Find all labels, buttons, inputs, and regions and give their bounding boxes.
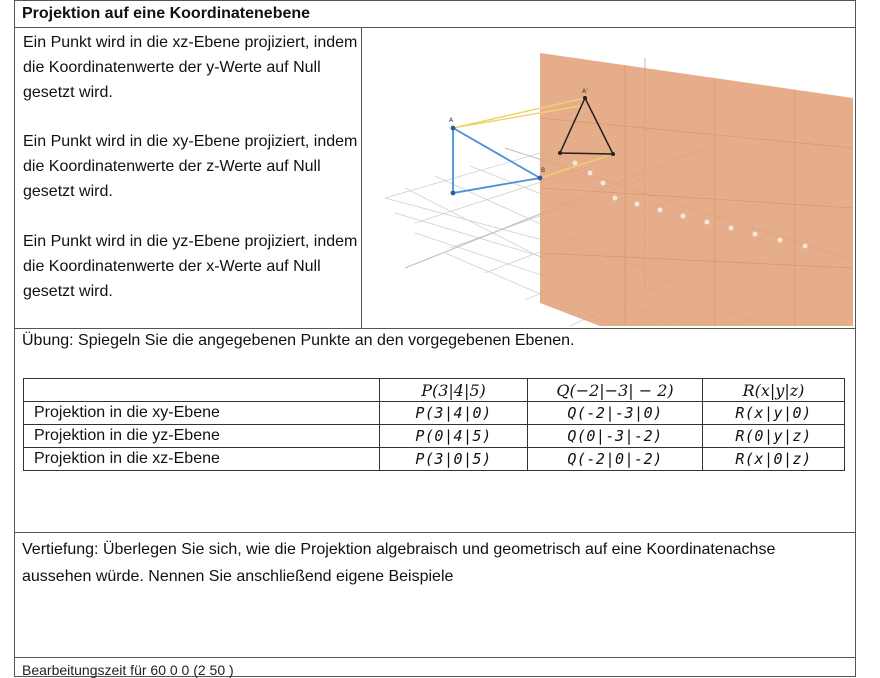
answer-cell[interactable]: R(0|y|z) [703,425,845,448]
answer-cell[interactable]: R(x|0|z) [703,448,845,471]
table-row [24,402,845,425]
answer-cell[interactable]: P(0|4|5) [380,425,528,448]
row-label: Projektion in die yz-Ebene [24,425,380,448]
column-header-r: R(x|y|z) [703,379,845,402]
answer-cell[interactable]: Q(-2|0|-2) [528,448,703,471]
answer-cell[interactable]: P(3|4|0) [380,402,528,425]
explanation-yz: Ein Punkt wird in die yz-Ebene projiziert, indem die Koordinatenwerte der x-Werte auf Null gesetzt wird. [23,233,358,300]
exercise-instruction: Übung: Spiegeln Sie die angegebenen Punkte an den vorgegebenen Ebenen. [22,332,575,349]
row-label: Projektion in die xz-Ebene [24,448,380,471]
label-b: B [541,167,546,174]
exercise-row [14,328,856,533]
projection-figure [375,38,853,326]
row-label: Projektion in die xy-Ebene [24,402,380,425]
table-header-empty [24,379,380,402]
answer-cell[interactable]: Q(0|-3|-2) [528,425,703,448]
projection-table [23,378,845,471]
column-header-q: Q(−2|−3| − 2) [528,379,703,402]
table-row [24,448,845,471]
page-title: Projektion auf eine Koordinatenebene [22,5,311,22]
footer-text: Bearbeitungszeit für 60 0 0 (2 50 ) [22,662,234,678]
footer-row [14,657,856,677]
worksheet [14,0,856,678]
answer-cell[interactable]: Q(-2|-3|0) [528,402,703,425]
title-row [14,0,856,28]
explanation-column [15,28,362,328]
label-a: A [449,117,454,124]
column-header-p: P(3|4|5) [380,379,528,402]
table-header-row [24,379,845,402]
deepening-text: Vertiefung: Überlegen Sie sich, wie die Projektion algebraisch und geometrisch auf eine Koordinatenachse aussehen würde. Nennen Sie anschließend eigene Beispiele [22,541,776,585]
table-row [24,425,845,448]
answer-cell[interactable]: R(x|y|0) [703,402,845,425]
projected-triangle [453,128,540,193]
explanation-xz: Ein Punkt wird in die xz-Ebene projiziert, indem die Koordinatenwerte der y-Werte auf Null gesetzt wird. [23,34,358,101]
deepening-row [14,532,856,658]
explanation-xy: Ein Punkt wird in die xy-Ebene projiziert, indem die Koordinatenwerte der z-Werte auf Null gesetzt wird. [23,133,358,200]
explanation-row [14,27,856,329]
label-a-prime: A' [582,88,588,95]
answer-cell[interactable]: P(3|0|5) [380,448,528,471]
